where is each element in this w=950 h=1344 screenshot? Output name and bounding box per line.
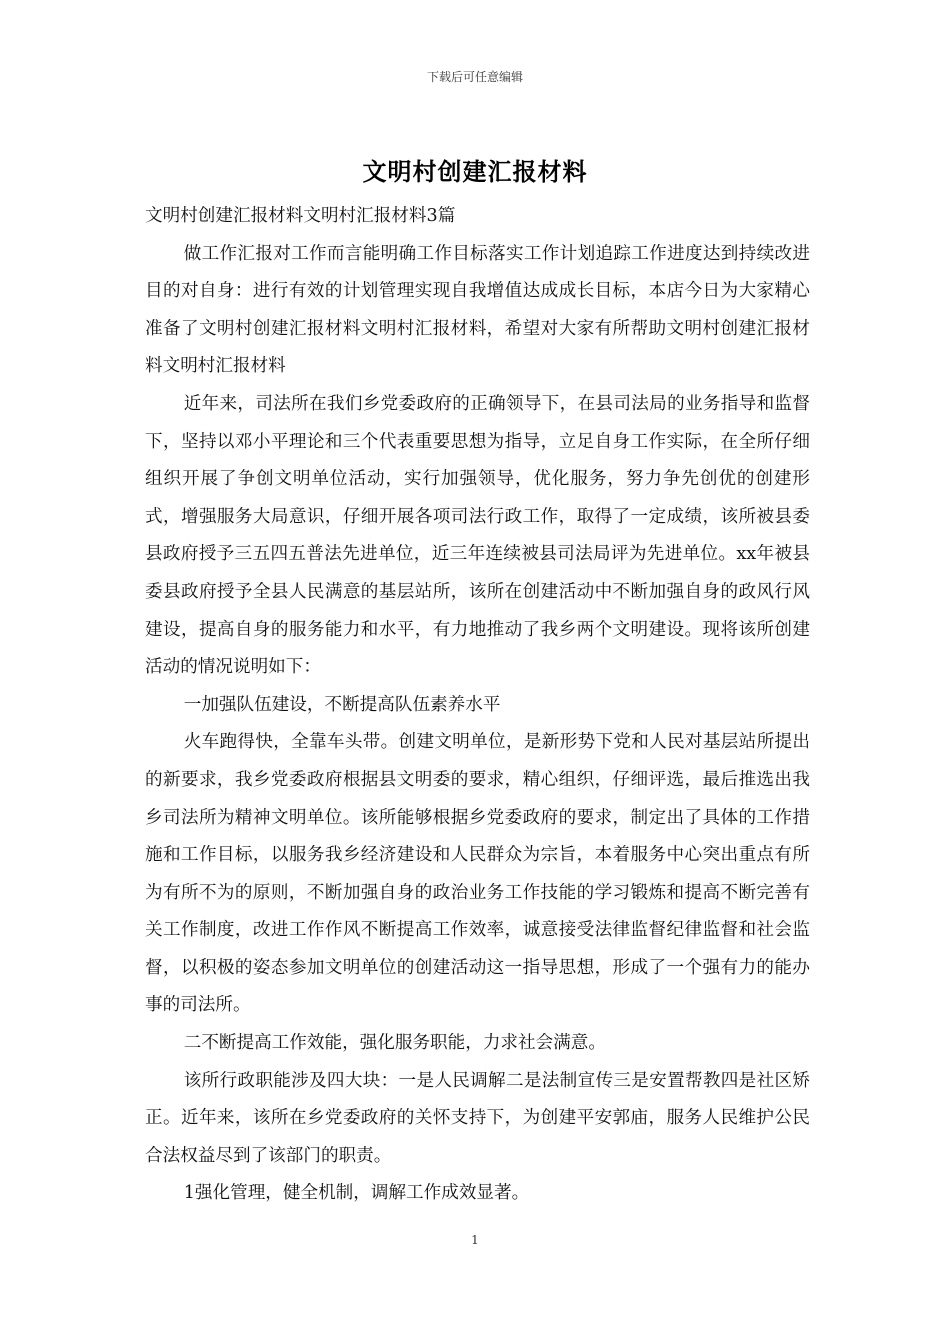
subsection-heading-1: 1强化管理，健全机制，调解工作成效显著。	[183, 1183, 530, 1204]
header-note: 下载后可任意编辑	[426, 70, 523, 84]
paragraph-intro: 做工作汇报对工作而言能明确工作目标落实工作计划追踪工作进度达到持续改进目的对自身：进行有效的计划管理实现自我增值达成成长目标，本店今日为大家精心准备了文明村创建汇报材料文明村汇报材料，希望对大家有所帮助文明村创建汇报材料文明村汇报材料	[145, 243, 810, 377]
page-number: 1	[471, 1233, 479, 1247]
paragraph-section-1: 火车跑得快，全靠车头带。创建文明单位，是新形势下党和人民对基层站所提出的新要求，我乡党委政府根据县文明委的要求，精心组织，仔细评选，最后推选出我乡司法所为精神文明单位。该所能够根据乡党委政府的要求，制定出了具体的工作措施和工作目标，以服务我乡经济建设和人民群众为宗旨，本着服务中心突出重点有所为有所不为的原则，不断加强自身的政治业务工作技能的学习锻炼和提高不断完善有关工作制度，改进工作作风不断提高工作效率，诚意接受法律监督纪律监督和社会监督，以积极的姿态参加文明单位的创建活动这一指导思想，形成了一个强有力的能办事的司法所。	[145, 732, 810, 1016]
paragraph-section-2: 该所行政职能涉及四大块：一是人民调解二是法制宣传三是安置帮教四是社区矫正。近年来，该所在乡党委政府的关怀支持下，为创建平安郭庙，服务人民维护公民合法权益尽到了该部门的职责。	[145, 1070, 810, 1166]
paragraph-overview: 近年来，司法所在我们乡党委政府的正确领导下，在县司法局的业务指导和监督下，坚持以邓小平理论和三个代表重要思想为指导，立足自身工作实际，在全所仔细组织开展了争创文明单位活动，实行加强领导，优化服务，努力争先创优的创建形式，增强服务大局意识，仔细开展各项司法行政工作，取得了一定成绩，该所被县委县政府授予三五四五普法先进单位，近三年连续被县司法局评为先进单位。xx年被县委县政府授予全县人民满意的基层站所，该所在创建活动中不断加强自身的政风行风建设，提高自身的服务能力和水平，有力地推动了我乡两个文明建设。现将该所创建活动的情况说明如下：	[145, 393, 810, 678]
document-title: 文明村创建汇报材料	[362, 157, 588, 186]
document-body	[145, 198, 810, 1213]
section-heading-1: 一加强队伍建设，不断提高队伍素养水平	[183, 694, 501, 715]
paragraph-subtitle: 文明村创建汇报材料文明村汇报材料3篇	[145, 206, 456, 226]
section-heading-2: 二不断提高工作效能，强化服务职能，力求社会满意。	[183, 1033, 606, 1054]
